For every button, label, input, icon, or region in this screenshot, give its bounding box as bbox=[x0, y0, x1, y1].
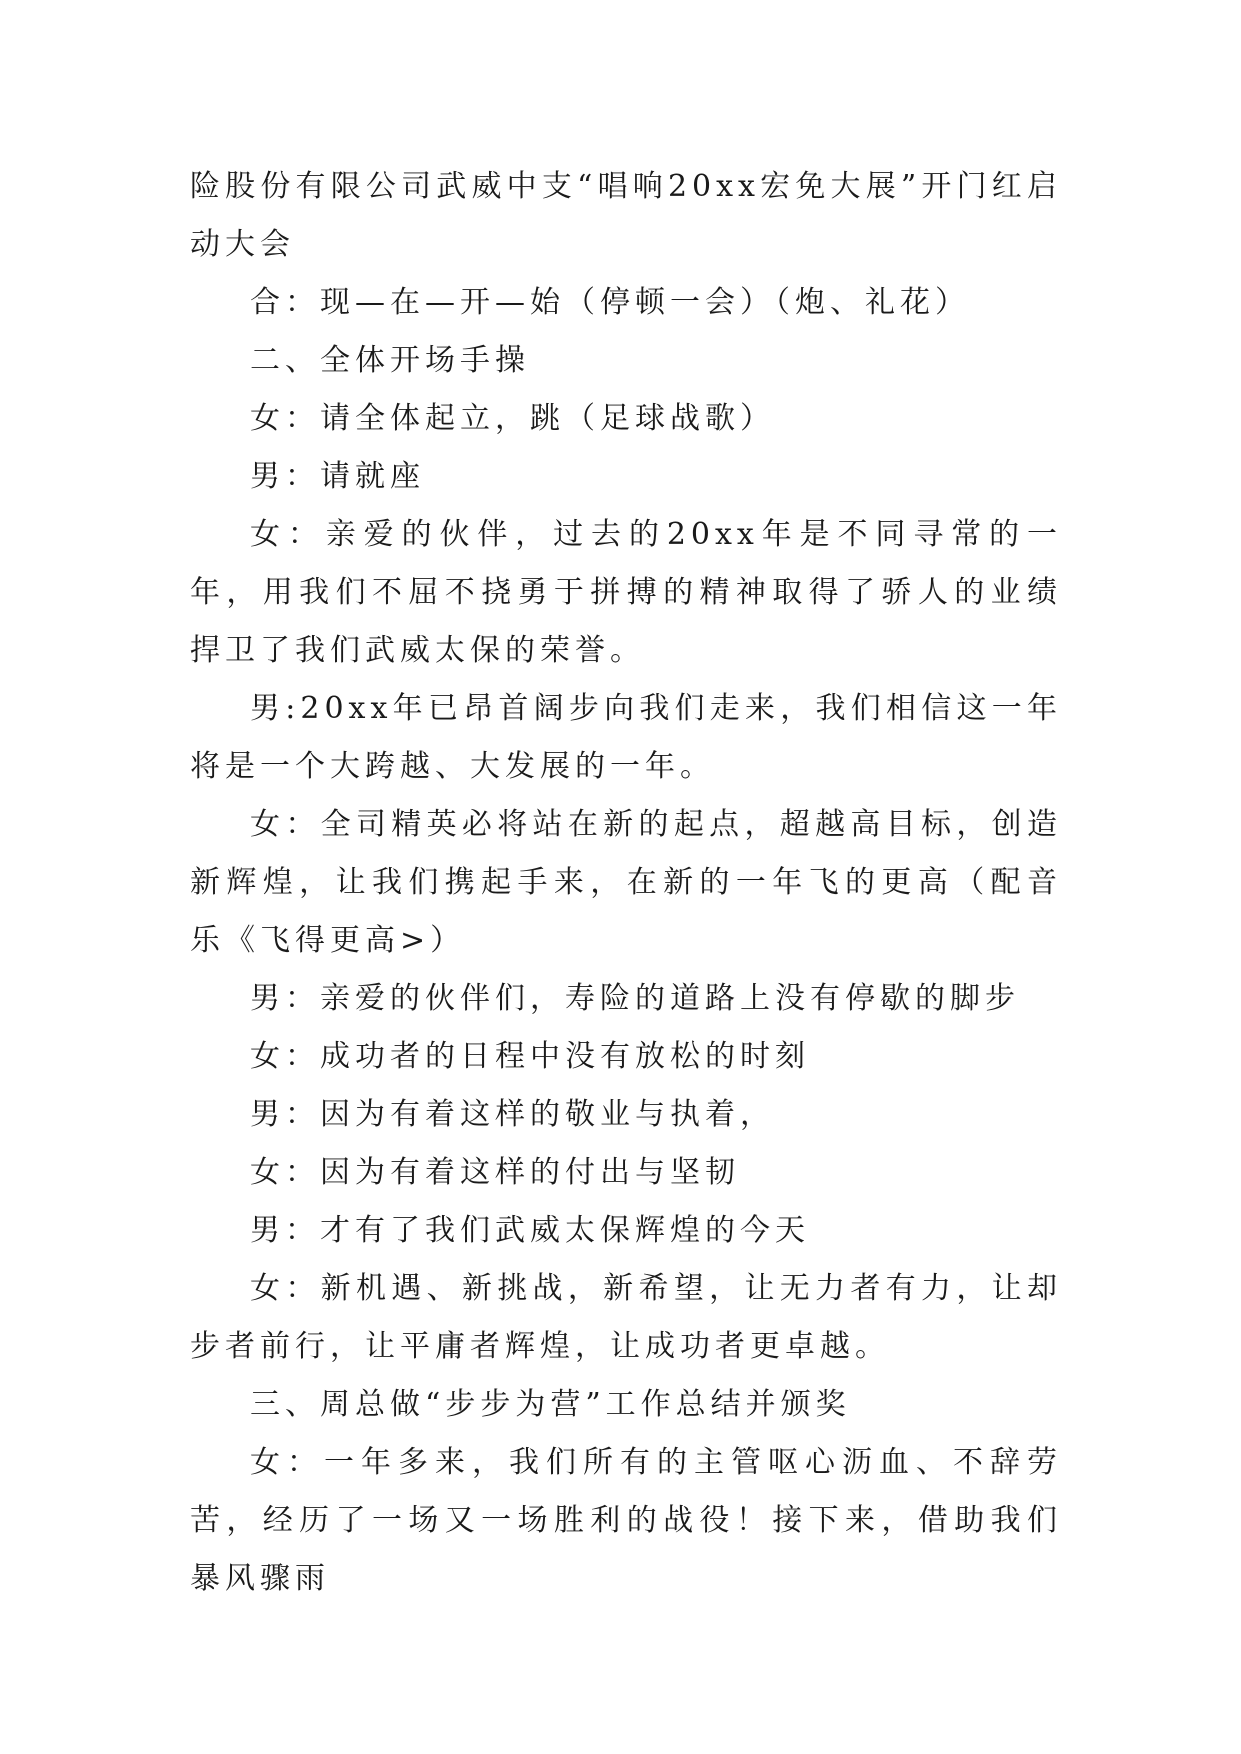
paragraph-15: 三、周总做“步步为营”工作总结并颁奖 bbox=[250, 1387, 851, 1422]
paragraph-6: 女：亲爱的伙伴，过去的20xx年是不同寻常的一年，用我们不屈不挠勇于拼搏的精神取得了骄人的业绩捍卫了我们武威太保的荣誉。 bbox=[190, 517, 1062, 668]
paragraph-9: 男：亲爱的伙伴们，寿险的道路上没有停歇的脚步 bbox=[250, 981, 1020, 1016]
paragraph-2: 合：现—在—开—始（停顿一会）（炮、礼花） bbox=[250, 285, 970, 320]
paragraph-13: 男：才有了我们武威太保辉煌的今天 bbox=[250, 1213, 810, 1248]
paragraph-5: 男：请就座 bbox=[250, 459, 425, 494]
paragraph-4: 女：请全体起立，跳（足球战歌） bbox=[250, 401, 775, 436]
document-body bbox=[190, 158, 1062, 1608]
paragraph-8: 女：全司精英必将站在新的起点，超越高目标，创造新辉煌，让我们携起手来，在新的一年飞的更高（配音乐《飞得更高>） bbox=[190, 807, 1062, 958]
paragraph-11: 男：因为有着这样的敬业与执着， bbox=[250, 1097, 775, 1132]
paragraph-12: 女：因为有着这样的付出与坚韧 bbox=[250, 1155, 740, 1190]
paragraph-7: 男:20xx年已昂首阔步向我们走来，我们相信这一年将是一个大跨越、大发展的一年。 bbox=[190, 691, 1062, 784]
paragraph-16: 女：一年多来，我们所有的主管呕心沥血、不辞劳苦，经历了一场又一场胜利的战役！接下来，借助我们暴风骤雨 bbox=[190, 1445, 1062, 1596]
paragraph-3: 二、全体开场手操 bbox=[250, 343, 530, 378]
paragraph-14: 女：新机遇、新挑战，新希望，让无力者有力，让却步者前行，让平庸者辉煌，让成功者更卓越。 bbox=[190, 1271, 1062, 1364]
paragraph-1: 险股份有限公司武威中支“唱响20xx宏免大展”开门红启动大会 bbox=[190, 169, 1062, 262]
paragraph-10: 女：成功者的日程中没有放松的时刻 bbox=[250, 1039, 810, 1074]
